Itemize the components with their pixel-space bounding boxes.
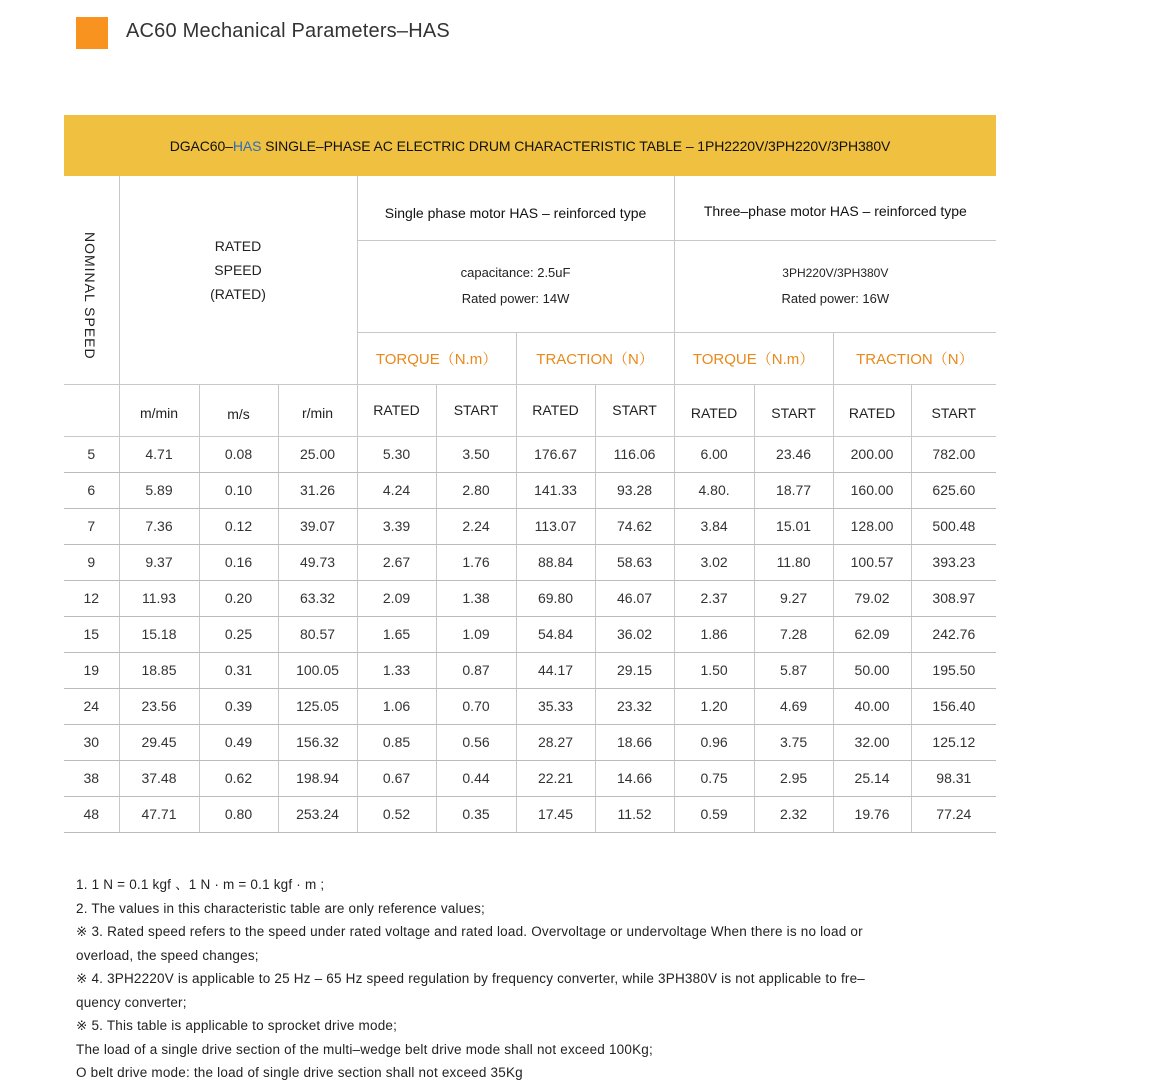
single-torque-start-cell: 1.09 bbox=[436, 616, 516, 652]
three-traction-rated-cell: 79.02 bbox=[833, 580, 911, 616]
single-traction-header: TRACTION（N） bbox=[516, 332, 674, 384]
three-torque-start-cell: 2.32 bbox=[754, 796, 833, 832]
table-row bbox=[64, 796, 996, 832]
three-phase-specs bbox=[674, 240, 996, 332]
three-torque-rated-cell: 0.59 bbox=[674, 796, 754, 832]
single-traction-rated-cell: 141.33 bbox=[516, 472, 595, 508]
single-phase-specs bbox=[357, 240, 674, 332]
speed-m-min-cell: 4.71 bbox=[119, 436, 199, 472]
three-torque-start-cell: 15.01 bbox=[754, 508, 833, 544]
unit-three-traction-start: START bbox=[911, 384, 996, 436]
three-torque-start-cell: 7.28 bbox=[754, 616, 833, 652]
units-blank bbox=[64, 384, 119, 436]
single-torque-start-cell: 1.38 bbox=[436, 580, 516, 616]
speed-r-min-cell: 156.32 bbox=[278, 724, 357, 760]
three-traction-start-cell: 242.76 bbox=[911, 616, 996, 652]
three-torque-start-cell: 11.80 bbox=[754, 544, 833, 580]
single-traction-start-cell: 93.28 bbox=[595, 472, 674, 508]
single-torque-rated-cell: 1.33 bbox=[357, 652, 436, 688]
single-traction-start-cell: 74.62 bbox=[595, 508, 674, 544]
three-traction-rated-cell: 160.00 bbox=[833, 472, 911, 508]
single-torque-start-cell: 3.50 bbox=[436, 436, 516, 472]
table-row bbox=[64, 508, 996, 544]
three-torque-start-cell: 2.95 bbox=[754, 760, 833, 796]
three-torque-rated-cell: 3.84 bbox=[674, 508, 754, 544]
single-torque-start-cell: 2.24 bbox=[436, 508, 516, 544]
banner-highlight: HAS bbox=[232, 137, 262, 154]
nominal-speed-cell: 24 bbox=[64, 688, 119, 724]
single-torque-rated-cell: 0.52 bbox=[357, 796, 436, 832]
note-line: 2. The values in this characteristic table are only reference values; bbox=[76, 900, 486, 916]
three-phase-spec2: Rated power: 16W bbox=[781, 291, 890, 306]
three-traction-rated-cell: 25.14 bbox=[833, 760, 911, 796]
single-traction-start-cell: 58.63 bbox=[595, 544, 674, 580]
unit-three-traction-rated: RATED bbox=[833, 384, 911, 436]
speed-m-s-cell: 0.16 bbox=[199, 544, 278, 580]
single-torque-rated-cell: 0.67 bbox=[357, 760, 436, 796]
speed-m-min-cell: 29.45 bbox=[119, 724, 199, 760]
unit-single-torque-rated: RATED bbox=[357, 384, 436, 436]
note-line: 1. 1 N = 0.1 kgf 、1 N · m = 0.1 kgf · m ; bbox=[76, 877, 325, 892]
unit-three-torque-rated: RATED bbox=[674, 384, 754, 436]
single-traction-start-cell: 116.06 bbox=[595, 436, 674, 472]
speed-m-s-cell: 0.80 bbox=[199, 796, 278, 832]
speed-m-min-cell: 15.18 bbox=[119, 616, 199, 652]
characteristic-table bbox=[64, 115, 996, 833]
note-line: ※ 4. 3PH2220V is applicable to 25 Hz – 65 Hz speed regulation by frequency converter, while 3PH380V is not applicable to fre– bbox=[76, 971, 866, 986]
nominal-speed-cell: 7 bbox=[64, 508, 119, 544]
speed-r-min-cell: 100.05 bbox=[278, 652, 357, 688]
three-torque-start-cell: 3.75 bbox=[754, 724, 833, 760]
page-title: AC60 Mechanical Parameters–HAS bbox=[126, 20, 450, 42]
nominal-speed-cell: 30 bbox=[64, 724, 119, 760]
unit-r-min: r/min bbox=[278, 384, 357, 436]
single-torque-rated-cell: 5.30 bbox=[357, 436, 436, 472]
speed-m-min-cell: 23.56 bbox=[119, 688, 199, 724]
nominal-speed-cell: 48 bbox=[64, 796, 119, 832]
speed-m-s-cell: 0.08 bbox=[199, 436, 278, 472]
nominal-speed-cell: 5 bbox=[64, 436, 119, 472]
speed-m-s-cell: 0.25 bbox=[199, 616, 278, 652]
nominal-speed-cell: 19 bbox=[64, 652, 119, 688]
single-torque-start-cell: 2.80 bbox=[436, 472, 516, 508]
rated-speed-header bbox=[119, 176, 357, 384]
speed-m-min-cell: 5.89 bbox=[119, 472, 199, 508]
single-traction-rated-cell: 35.33 bbox=[516, 688, 595, 724]
rated-speed-line3: (RATED) bbox=[210, 286, 266, 302]
speed-r-min-cell: 39.07 bbox=[278, 508, 357, 544]
single-torque-rated-cell: 3.39 bbox=[357, 508, 436, 544]
single-traction-rated-cell: 176.67 bbox=[516, 436, 595, 472]
single-phase-spec1: capacitance: 2.5uF bbox=[460, 265, 571, 280]
three-torque-start-cell: 18.77 bbox=[754, 472, 833, 508]
single-torque-start-cell: 0.44 bbox=[436, 760, 516, 796]
three-torque-rated-cell: 0.96 bbox=[674, 724, 754, 760]
three-traction-start-cell: 195.50 bbox=[911, 652, 996, 688]
three-torque-rated-cell: 6.00 bbox=[674, 436, 754, 472]
single-traction-rated-cell: 54.84 bbox=[516, 616, 595, 652]
note-line: overload, the speed changes; bbox=[76, 947, 259, 963]
three-traction-rated-cell: 19.76 bbox=[833, 796, 911, 832]
speed-r-min-cell: 63.32 bbox=[278, 580, 357, 616]
single-torque-rated-cell: 2.09 bbox=[357, 580, 436, 616]
three-traction-start-cell: 393.23 bbox=[911, 544, 996, 580]
speed-r-min-cell: 198.94 bbox=[278, 760, 357, 796]
table-row bbox=[64, 616, 996, 652]
nominal-speed-cell: 15 bbox=[64, 616, 119, 652]
single-torque-start-cell: 0.87 bbox=[436, 652, 516, 688]
nominal-speed-header bbox=[64, 176, 119, 384]
single-torque-rated-cell: 2.67 bbox=[357, 544, 436, 580]
speed-m-min-cell: 9.37 bbox=[119, 544, 199, 580]
three-traction-rated-cell: 40.00 bbox=[833, 688, 911, 724]
three-traction-start-cell: 308.97 bbox=[911, 580, 996, 616]
single-torque-header: TORQUE（N.m） bbox=[357, 332, 516, 384]
three-torque-start-cell: 4.69 bbox=[754, 688, 833, 724]
table-row bbox=[64, 652, 996, 688]
three-traction-start-cell: 125.12 bbox=[911, 724, 996, 760]
table-banner bbox=[64, 115, 996, 176]
speed-r-min-cell: 80.57 bbox=[278, 616, 357, 652]
three-torque-rated-cell: 3.02 bbox=[674, 544, 754, 580]
single-torque-rated-cell: 1.65 bbox=[357, 616, 436, 652]
unit-m-min: m/min bbox=[119, 384, 199, 436]
note-line: The load of a single drive section of the multi–wedge belt drive mode shall not exceed 100Kg; bbox=[76, 1041, 653, 1057]
single-traction-rated-cell: 17.45 bbox=[516, 796, 595, 832]
speed-m-s-cell: 0.62 bbox=[199, 760, 278, 796]
speed-m-s-cell: 0.39 bbox=[199, 688, 278, 724]
speed-r-min-cell: 31.26 bbox=[278, 472, 357, 508]
unit-single-torque-start: START bbox=[436, 384, 516, 436]
three-traction-rated-cell: 32.00 bbox=[833, 724, 911, 760]
speed-m-s-cell: 0.12 bbox=[199, 508, 278, 544]
single-torque-start-cell: 0.56 bbox=[436, 724, 516, 760]
rated-speed-line2: SPEED bbox=[214, 262, 262, 278]
single-traction-start-cell: 23.32 bbox=[595, 688, 674, 724]
single-traction-rated-cell: 113.07 bbox=[516, 508, 595, 544]
three-traction-start-cell: 500.48 bbox=[911, 508, 996, 544]
single-traction-start-cell: 29.15 bbox=[595, 652, 674, 688]
table-row bbox=[64, 472, 996, 508]
three-traction-start-cell: 625.60 bbox=[911, 472, 996, 508]
single-torque-rated-cell: 1.06 bbox=[357, 688, 436, 724]
single-traction-rated-cell: 22.21 bbox=[516, 760, 595, 796]
single-traction-start-cell: 14.66 bbox=[595, 760, 674, 796]
three-torque-start-cell: 9.27 bbox=[754, 580, 833, 616]
three-torque-start-cell: 5.87 bbox=[754, 652, 833, 688]
single-traction-start-cell: 46.07 bbox=[595, 580, 674, 616]
single-phase-spec2: Rated power: 14W bbox=[461, 291, 570, 306]
nominal-speed-cell: 12 bbox=[64, 580, 119, 616]
single-torque-start-cell: 0.70 bbox=[436, 688, 516, 724]
table-row bbox=[64, 760, 996, 796]
unit-three-torque-start: START bbox=[754, 384, 833, 436]
three-torque-rated-cell: 1.50 bbox=[674, 652, 754, 688]
three-torque-start-cell: 23.46 bbox=[754, 436, 833, 472]
speed-r-min-cell: 49.73 bbox=[278, 544, 357, 580]
three-torque-rated-cell: 1.86 bbox=[674, 616, 754, 652]
table-row bbox=[64, 436, 996, 472]
three-traction-rated-cell: 50.00 bbox=[833, 652, 911, 688]
three-phase-spec1: 3PH220V/3PH380V bbox=[782, 266, 889, 280]
speed-m-s-cell: 0.10 bbox=[199, 472, 278, 508]
single-traction-rated-cell: 88.84 bbox=[516, 544, 595, 580]
single-traction-start-cell: 18.66 bbox=[595, 724, 674, 760]
rated-speed-line1: RATED bbox=[214, 238, 262, 254]
single-traction-rated-cell: 28.27 bbox=[516, 724, 595, 760]
table-row bbox=[64, 724, 996, 760]
three-torque-rated-cell: 4.80. bbox=[674, 472, 754, 508]
speed-m-min-cell: 18.85 bbox=[119, 652, 199, 688]
nominal-speed-label: NOMINAL SPEED bbox=[82, 232, 98, 360]
table-row bbox=[64, 688, 996, 724]
note-line: O belt drive mode: the load of single drive section shall not exceed 35Kg bbox=[76, 1065, 523, 1080]
speed-m-min-cell: 47.71 bbox=[119, 796, 199, 832]
note-line: ※ 5. This table is applicable to sprocket drive mode; bbox=[76, 1018, 398, 1033]
single-phase-title: Single phase motor HAS – reinforced type bbox=[357, 176, 674, 240]
three-traction-header: TRACTION（N） bbox=[833, 332, 996, 384]
single-torque-start-cell: 0.35 bbox=[436, 796, 516, 832]
single-torque-start-cell: 1.76 bbox=[436, 544, 516, 580]
note-line: quency converter; bbox=[76, 994, 187, 1010]
single-traction-rated-cell: 69.80 bbox=[516, 580, 595, 616]
three-traction-start-cell: 156.40 bbox=[911, 688, 996, 724]
three-traction-rated-cell: 100.57 bbox=[833, 544, 911, 580]
three-torque-header: TORQUE（N.m） bbox=[674, 332, 833, 384]
single-torque-rated-cell: 4.24 bbox=[357, 472, 436, 508]
speed-r-min-cell: 25.00 bbox=[278, 436, 357, 472]
speed-m-min-cell: 11.93 bbox=[119, 580, 199, 616]
speed-m-s-cell: 0.49 bbox=[199, 724, 278, 760]
three-traction-start-cell: 77.24 bbox=[911, 796, 996, 832]
nominal-speed-cell: 9 bbox=[64, 544, 119, 580]
single-traction-start-cell: 36.02 bbox=[595, 616, 674, 652]
three-torque-rated-cell: 2.37 bbox=[674, 580, 754, 616]
three-traction-start-cell: 782.00 bbox=[911, 436, 996, 472]
speed-m-min-cell: 7.36 bbox=[119, 508, 199, 544]
three-traction-start-cell: 98.31 bbox=[911, 760, 996, 796]
title-marker bbox=[76, 17, 108, 49]
units-row bbox=[64, 384, 996, 436]
three-traction-rated-cell: 128.00 bbox=[833, 508, 911, 544]
three-torque-rated-cell: 1.20 bbox=[674, 688, 754, 724]
nominal-speed-cell: 6 bbox=[64, 472, 119, 508]
notes bbox=[76, 873, 996, 1085]
table-grid bbox=[64, 176, 996, 833]
banner-prefix: DGAC60– bbox=[169, 137, 233, 154]
nominal-speed-cell: 38 bbox=[64, 760, 119, 796]
three-phase-title: Three–phase motor HAS – reinforced type bbox=[674, 176, 996, 240]
single-torque-rated-cell: 0.85 bbox=[357, 724, 436, 760]
speed-m-s-cell: 0.20 bbox=[199, 580, 278, 616]
table-row bbox=[64, 580, 996, 616]
single-traction-rated-cell: 44.17 bbox=[516, 652, 595, 688]
speed-m-s-cell: 0.31 bbox=[199, 652, 278, 688]
unit-single-traction-rated: RATED bbox=[516, 384, 595, 436]
unit-single-traction-start: START bbox=[595, 384, 674, 436]
banner-suffix: SINGLE–PHASE AC ELECTRIC DRUM CHARACTERISTIC TABLE – 1PH2220V/3PH220V/3PH380V bbox=[261, 137, 891, 154]
single-traction-start-cell: 11.52 bbox=[595, 796, 674, 832]
speed-r-min-cell: 253.24 bbox=[278, 796, 357, 832]
three-traction-rated-cell: 62.09 bbox=[833, 616, 911, 652]
three-torque-rated-cell: 0.75 bbox=[674, 760, 754, 796]
table-row bbox=[64, 544, 996, 580]
note-line: ※ 3. Rated speed refers to the speed under rated voltage and rated load. Overvoltage or undervoltage When there is no load or bbox=[76, 924, 863, 939]
speed-r-min-cell: 125.05 bbox=[278, 688, 357, 724]
three-traction-rated-cell: 200.00 bbox=[833, 436, 911, 472]
speed-m-min-cell: 37.48 bbox=[119, 760, 199, 796]
unit-m-s: m/s bbox=[199, 384, 278, 436]
